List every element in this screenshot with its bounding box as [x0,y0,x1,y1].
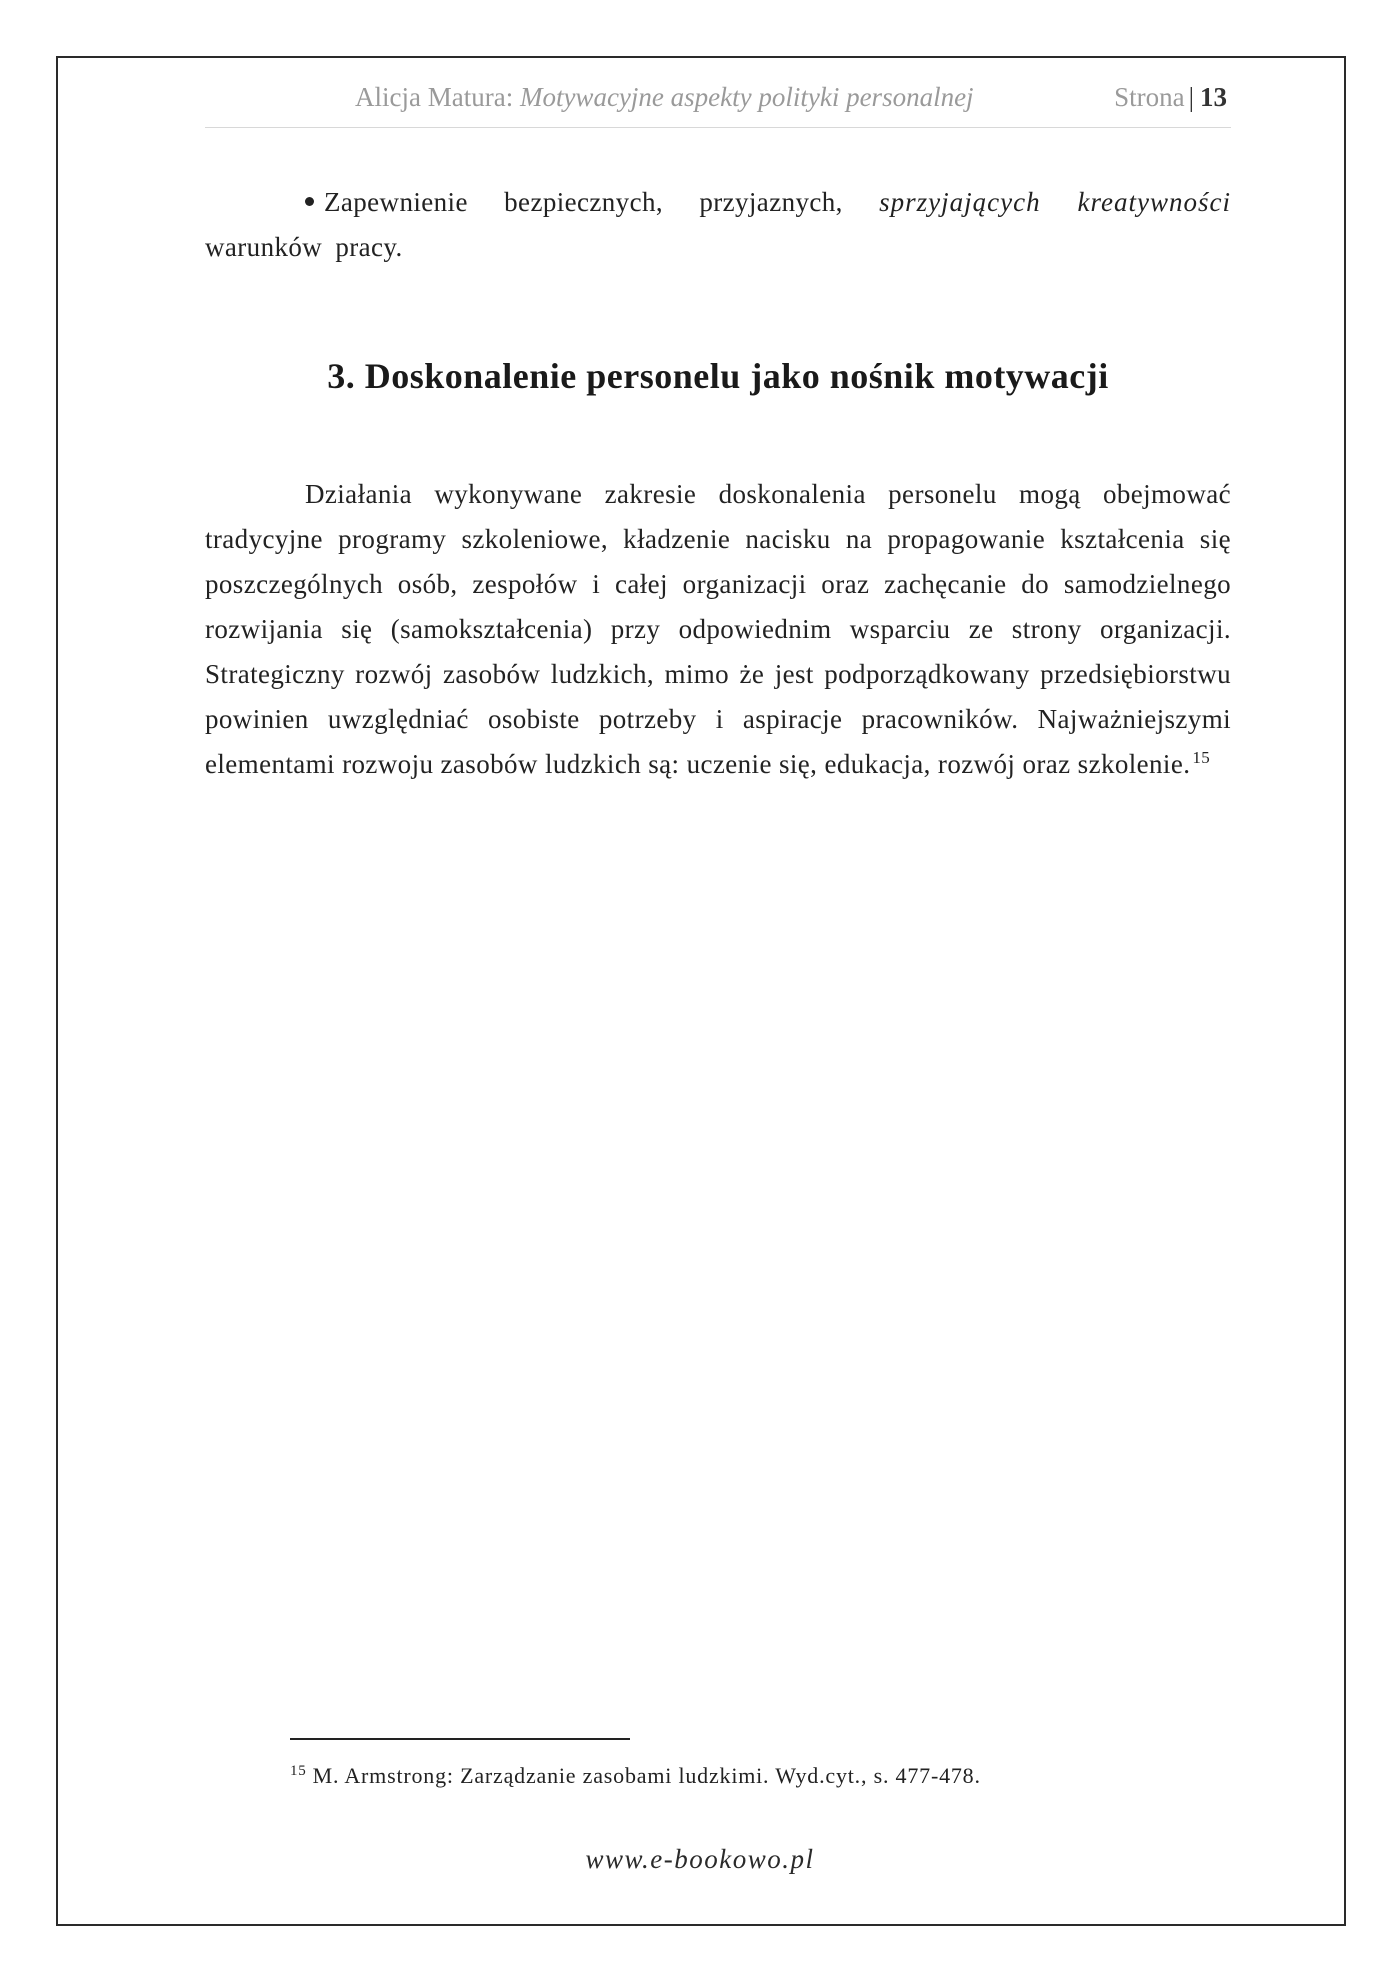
footnote-number: 15 [290,1762,307,1779]
running-header [205,78,1231,128]
header-page-number [1114,82,1227,113]
page-frame [56,56,1346,1926]
header-book-title: Motywacyjne aspekty polityki personalnej [519,82,974,112]
bullet-text-italic: sprzyjających kreatywności [879,187,1231,217]
header-author: Alicja Matura: [355,82,520,112]
bullet-item [205,180,1231,270]
page-label: Strona [1114,82,1185,112]
bullet-text: Zapewnienie bezpiecznych, przyjaznych, [324,187,880,217]
section-heading: 3. Doskonalenie personelu jako nośnik motywacji [327,356,1109,396]
header-title [355,82,974,113]
footnote-reference[interactable]: 15 [1192,748,1211,767]
bullet-text-end: warunków pracy. [205,232,403,262]
paragraph-text: Działania wykonywane zakresie doskonalenia personelu mogą obejmować tradycyjne programy szkoleniowe, kładzenie nacisku na propagowanie kształcenia się poszczególnych osób, zespołów i całej organizacji oraz zachęcanie do samodzielnego rozwijania się (samokształcenia) przy odpowiednim wsparciu ze strony organizacji. Strategiczny rozwój zasobów ludzkich, mimo że jest podporządkowany przedsiębiorstwu powinien uwzględniać osobiste potrzeby i aspiracje pracowników. Najważniejszymi elementami rozwoju zasobów ludzkich są: uczenie się, edukacja, rozwój oraz szkolenie. [205,479,1231,779]
page-number: 13 [1200,82,1227,112]
body-paragraph [205,472,1231,787]
page-separator: | [1188,82,1194,112]
footer-website: www.e-bookowo.pl [585,1844,815,1874]
footnote-text: M. Armstrong: Zarządzanie zasobami ludzkimi. Wyd.cyt., s. 477-478. [312,1763,981,1788]
footnote-divider [290,1738,630,1740]
footnote [290,1763,1230,1789]
bullet-dot-icon [305,197,314,206]
